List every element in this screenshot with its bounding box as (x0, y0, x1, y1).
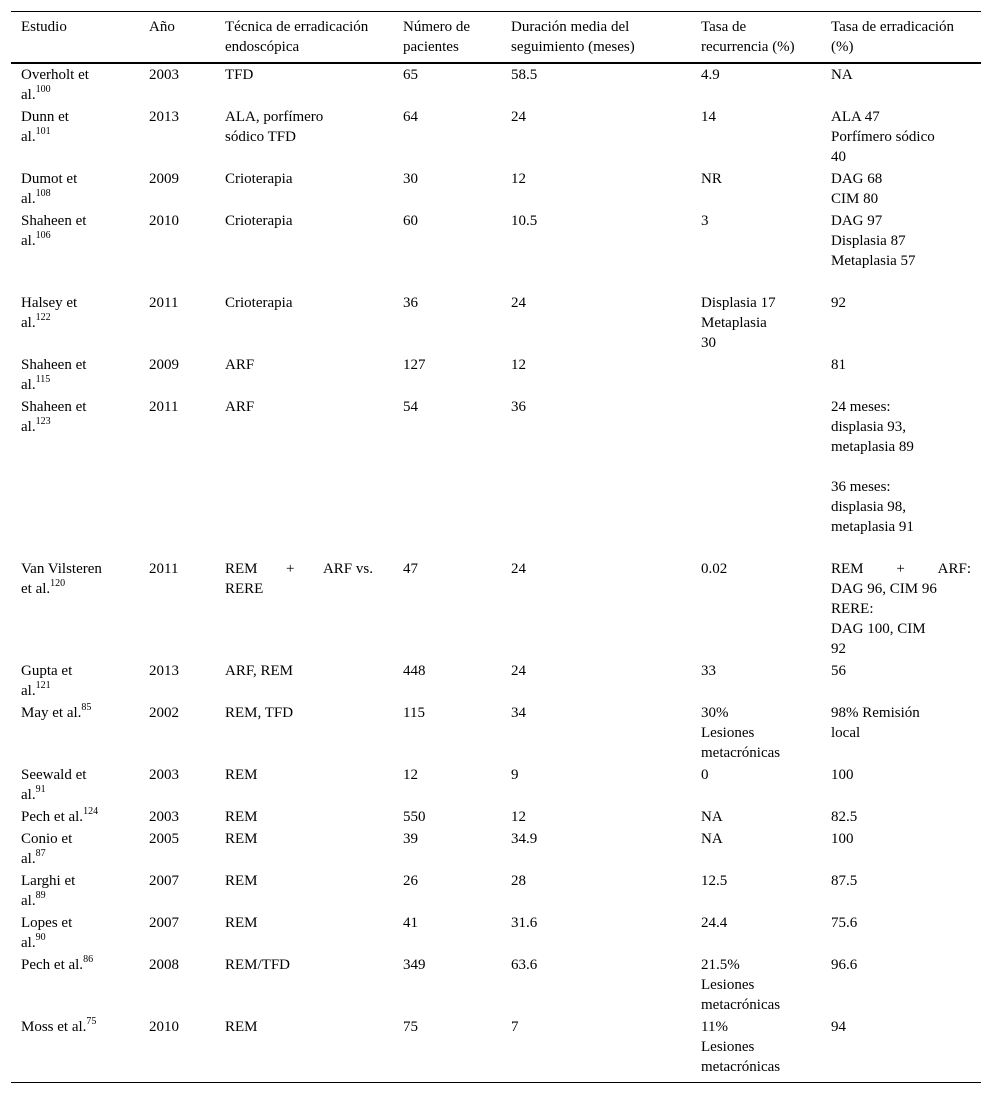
cell-erradicacion: DAG 68 CIM 80 (831, 171, 883, 207)
author-text: et al. (21, 581, 51, 597)
author-text: May et al. (21, 705, 82, 721)
author-text: al. (21, 87, 36, 103)
cell-tecnica: ARF, REM (225, 663, 293, 679)
cell-numero: 26 (403, 873, 418, 889)
reference-number: 123 (35, 416, 51, 427)
cell-anio: 2009 (149, 357, 179, 373)
author-text: Lopes et (21, 915, 73, 931)
cell-tecnica: REM/TFD (225, 957, 291, 973)
cell-recurrencia: 24.4 (701, 915, 728, 931)
author-text: al. (21, 893, 36, 909)
author-text: Shaheen et (21, 213, 87, 229)
cell-duracion: 24 (511, 295, 526, 311)
cell-estudio (21, 169, 129, 209)
reference-number: 106 (35, 230, 51, 241)
cell-duracion: 34.9 (511, 831, 538, 847)
reference-number: 89 (35, 890, 46, 901)
cell-duracion: 7 (511, 1019, 519, 1035)
cell-tecnica: REM, TFD (225, 705, 294, 721)
header-anio: Año (149, 19, 175, 35)
author-text: al. (21, 935, 36, 951)
author-text: Larghi et (21, 873, 76, 889)
cell-estudio (21, 559, 129, 599)
cell-anio: 2008 (149, 957, 179, 973)
cell-duracion: 12 (511, 809, 526, 825)
reference-number: 120 (50, 578, 66, 589)
author-text: Pech et al. (21, 957, 84, 973)
cell-anio: 2003 (149, 809, 179, 825)
cell-tecnica: REM (225, 809, 258, 825)
cell-tecnica: REM (225, 1019, 258, 1035)
cell-recurrencia: Displasia 17 Metaplasia 30 (701, 295, 776, 351)
cell-erradicacion: REM + ARF: DAG 96, CIM 96 RERE: DAG 100, CIM 92 (831, 561, 971, 657)
header-tecnica: Técnica de erradicación endoscópica (225, 19, 369, 55)
cell-anio: 2010 (149, 1019, 179, 1035)
cell-erradicacion: 96.6 (831, 957, 858, 973)
reference-number: 86 (83, 954, 94, 965)
cell-estudio (21, 1017, 129, 1037)
cell-erradicacion: ALA 47 Porfímero sódico 40 (831, 109, 935, 165)
cell-duracion: 58.5 (511, 67, 538, 83)
cell-erradicacion: 87.5 (831, 873, 858, 889)
reference-number: 101 (35, 126, 51, 137)
cell-numero: 127 (403, 357, 426, 373)
header-estudio: Estudio (21, 19, 67, 35)
author-text: Conio et (21, 831, 73, 847)
cell-erradicacion: 100 (831, 767, 854, 783)
author-text: Moss et al. (21, 1019, 87, 1035)
cell-duracion: 24 (511, 561, 526, 577)
cell-erradicacion: 92 (831, 295, 846, 311)
reference-number: 122 (35, 312, 51, 323)
cell-tecnica: REM (225, 831, 258, 847)
cell-anio: 2009 (149, 171, 179, 187)
cell-estudio (21, 913, 129, 953)
cell-numero: 54 (403, 399, 418, 415)
reference-number: 85 (81, 702, 92, 713)
cell-duracion: 24 (511, 663, 526, 679)
author-text: Seewald et (21, 767, 87, 783)
cell-recurrencia: 3 (701, 213, 709, 229)
author-text: al. (21, 787, 36, 803)
cell-estudio (21, 829, 129, 869)
header-duracion: Duración media del seguimiento (meses) (511, 19, 635, 55)
cell-numero: 30 (403, 171, 418, 187)
cell-numero: 65 (403, 67, 418, 83)
reference-number: 124 (83, 806, 99, 817)
cell-recurrencia: 30% Lesiones metacrónicas (701, 705, 781, 761)
cell-tecnica: REM + ARF vs. RERE (225, 561, 373, 597)
reference-number: 108 (35, 188, 51, 199)
cell-tecnica: TFD (225, 67, 254, 83)
cell-erradicacion: DAG 97 Displasia 87 Metaplasia 57 (831, 213, 916, 269)
cell-tecnica: ARF (225, 357, 255, 373)
cell-anio: 2011 (149, 561, 179, 577)
cell-anio: 2003 (149, 767, 179, 783)
cell-numero: 349 (403, 957, 426, 973)
cell-numero: 36 (403, 295, 418, 311)
cell-recurrencia: 21.5% Lesiones metacrónicas (701, 957, 781, 1013)
author-text: Overholt et (21, 67, 89, 83)
cell-numero: 39 (403, 831, 418, 847)
cell-numero: 60 (403, 213, 418, 229)
author-text: Pech et al. (21, 809, 84, 825)
author-text: Dumot et (21, 171, 78, 187)
table-bottom-rule (11, 1082, 981, 1083)
author-text: al. (21, 377, 36, 393)
header-numero: Número de pacientes (403, 19, 471, 55)
cell-tecnica: Crioterapia (225, 171, 293, 187)
cell-recurrencia: 4.9 (701, 67, 720, 83)
cell-recurrencia: NA (701, 831, 723, 847)
cell-duracion: 12 (511, 357, 526, 373)
cell-numero: 12 (403, 767, 418, 783)
author-text: Shaheen et (21, 399, 87, 415)
reference-number: 75 (86, 1016, 97, 1027)
cell-tecnica: Crioterapia (225, 295, 293, 311)
cell-duracion: 36 (511, 399, 526, 415)
header-recurrencia: Tasa de recurrencia (%) (701, 19, 795, 55)
author-text: Dunn et (21, 109, 69, 125)
cell-estudio (21, 661, 129, 701)
cell-estudio (21, 293, 129, 333)
cell-anio: 2007 (149, 915, 179, 931)
cell-recurrencia: 0.02 (701, 561, 728, 577)
cell-estudio (21, 397, 129, 437)
reference-number: 87 (35, 848, 46, 859)
cell-anio: 2005 (149, 831, 179, 847)
reference-number: 100 (35, 84, 51, 95)
cell-tecnica: ARF (225, 399, 255, 415)
author-text: al. (21, 233, 36, 249)
cell-estudio (21, 355, 129, 395)
author-text: al. (21, 315, 36, 331)
author-text: Halsey et (21, 295, 78, 311)
cell-anio: 2007 (149, 873, 179, 889)
cell-recurrencia: 14 (701, 109, 716, 125)
cell-tecnica: REM (225, 873, 258, 889)
cell-numero: 550 (403, 809, 426, 825)
cell-duracion: 63.6 (511, 957, 538, 973)
author-text: Van Vilsteren (21, 561, 102, 577)
cell-duracion: 34 (511, 705, 526, 721)
cell-duracion: 10.5 (511, 213, 538, 229)
author-text: al. (21, 129, 36, 145)
cell-estudio (21, 807, 129, 827)
table-header-rule (11, 62, 981, 64)
cell-numero: 115 (403, 705, 425, 721)
cell-duracion: 28 (511, 873, 526, 889)
cell-estudio (21, 765, 129, 805)
author-text: Shaheen et (21, 357, 87, 373)
reference-number: 90 (35, 932, 46, 943)
cell-numero: 64 (403, 109, 418, 125)
cell-anio: 2002 (149, 705, 179, 721)
cell-estudio (21, 211, 129, 251)
cell-tecnica: ALA, porfímero sódico TFD (225, 109, 324, 145)
cell-recurrencia: NR (701, 171, 722, 187)
cell-estudio (21, 703, 129, 723)
cell-erradicacion: 75.6 (831, 915, 858, 931)
cell-estudio (21, 65, 129, 105)
cell-recurrencia: 12.5 (701, 873, 728, 889)
cell-erradicacion: NA (831, 67, 853, 83)
cell-anio: 2010 (149, 213, 179, 229)
cell-estudio (21, 871, 129, 911)
cell-duracion: 31.6 (511, 915, 538, 931)
cell-numero: 47 (403, 561, 418, 577)
table-top-rule (11, 11, 981, 12)
cell-anio: 2003 (149, 67, 179, 83)
header-erradicacion: Tasa de erradicación (%) (831, 19, 955, 55)
cell-erradicacion: 100 (831, 831, 854, 847)
cell-estudio (21, 107, 129, 147)
cell-duracion: 9 (511, 767, 519, 783)
cell-erradicacion: 94 (831, 1019, 846, 1035)
cell-recurrencia: 0 (701, 767, 709, 783)
cell-recurrencia: NA (701, 809, 723, 825)
cell-numero: 75 (403, 1019, 418, 1035)
cell-erradicacion: 24 meses: displasia 93, metaplasia 89 36 meses: displasia 98, metaplasia 91 (831, 399, 914, 535)
author-text: al. (21, 851, 36, 867)
cell-anio: 2011 (149, 399, 179, 415)
cell-recurrencia: 11% Lesiones metacrónicas (701, 1019, 781, 1075)
author-text: Gupta et (21, 663, 73, 679)
cell-numero: 448 (403, 663, 426, 679)
cell-anio: 2013 (149, 663, 179, 679)
cell-erradicacion: 98% Remisión local (831, 705, 920, 741)
cell-erradicacion: 82.5 (831, 809, 858, 825)
cell-erradicacion: 56 (831, 663, 846, 679)
cell-estudio (21, 955, 129, 975)
cell-duracion: 12 (511, 171, 526, 187)
author-text: al. (21, 419, 36, 435)
author-text: al. (21, 191, 36, 207)
reference-number: 91 (35, 784, 46, 795)
cell-tecnica: REM (225, 767, 258, 783)
reference-number: 121 (35, 680, 51, 691)
cell-erradicacion: 81 (831, 357, 846, 373)
cell-numero: 41 (403, 915, 418, 931)
cell-anio: 2013 (149, 109, 179, 125)
author-text: al. (21, 683, 36, 699)
cell-anio: 2011 (149, 295, 179, 311)
cell-tecnica: REM (225, 915, 258, 931)
reference-number: 115 (35, 374, 51, 385)
cell-tecnica: Crioterapia (225, 213, 293, 229)
cell-duracion: 24 (511, 109, 526, 125)
cell-recurrencia: 33 (701, 663, 716, 679)
